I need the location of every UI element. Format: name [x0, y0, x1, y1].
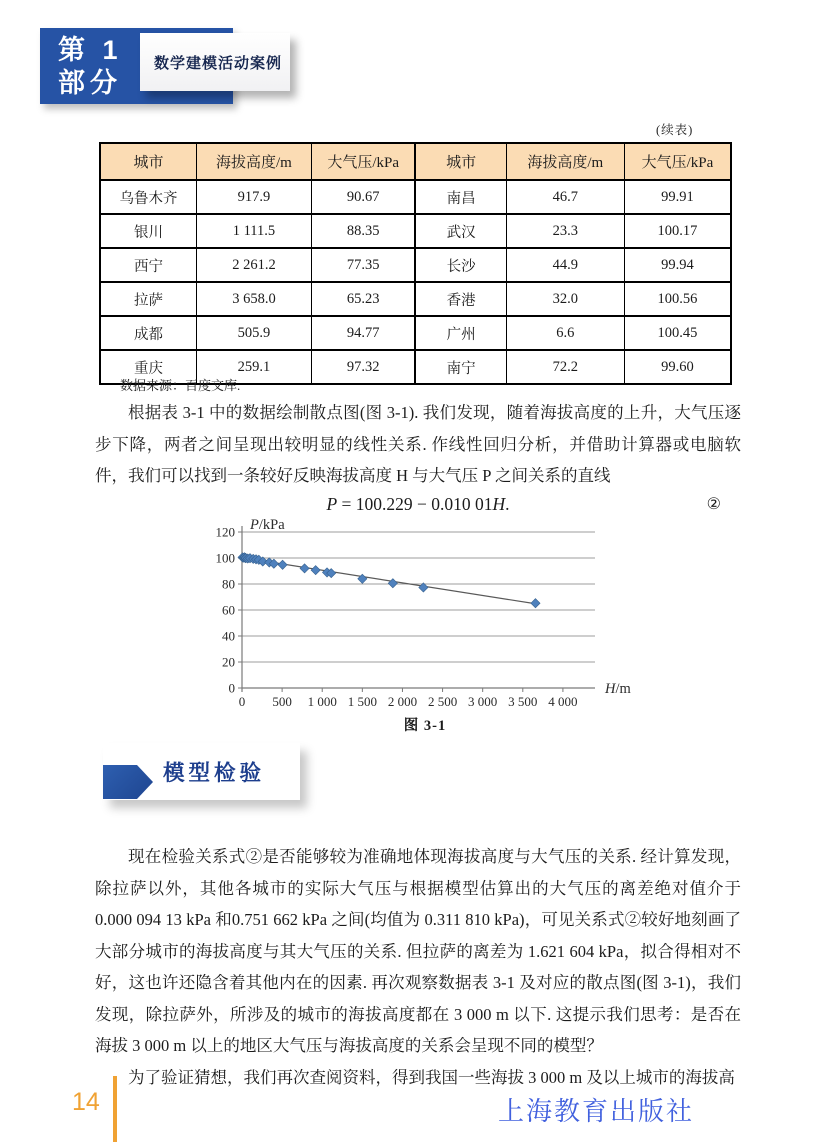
table-row [100, 180, 731, 214]
svg-text:100: 100 [215, 550, 235, 566]
svg-text:0: 0 [238, 694, 246, 709]
body-text [95, 841, 741, 1093]
table-cell: 西宁 [100, 248, 197, 282]
table-cell: 23.3 [506, 214, 624, 248]
table-cell: 3 658.0 [197, 282, 312, 316]
scatter-chart [200, 518, 650, 718]
table-cell: 南宁 [415, 350, 506, 384]
part-line1: 第 1 [58, 35, 123, 65]
footer-divider-bar [113, 1076, 117, 1142]
column-header: 大气压/kPa [624, 143, 731, 180]
svg-text:3 000: 3 000 [468, 694, 498, 709]
table-cell: 重庆 [100, 350, 197, 384]
svg-text:500: 500 [272, 694, 292, 709]
figure-caption: 图 3-1 [403, 718, 447, 734]
column-header: 城市 [100, 143, 197, 180]
paragraph-2-text: 现在检验关系式②是否能够较为准确地体现海拔高度与大气压的关系. 经计算发现，除拉萨以外，其他各城市的实际大气压与根据模型估算出的大气压的离差绝对值介于 0.000 094 13 kPa 和0.751 662 kPa 之间(均值为 0.311 810 kPa)，可见关系式②较好地刻画了大部分城市的海拔高度与其大气压的关系. 但拉萨的离差为 1.621 604 kPa，拟合得相对不好，这也许还隐含着其他内在的因素. 再次观察数据表 3-1 及对应的散点图(图 3-1)，我们发现，除拉萨外，所涉及的城市的海拔高度都在 3 000 m 以下. 这提示我们思考：是否在海拔 3 000 m 以上的地区大气压与海拔高度的关系会呈现不同的模型？ [95, 847, 741, 1055]
equation-tail: . [505, 494, 510, 514]
table-cell: 99.60 [624, 350, 731, 384]
svg-text:40: 40 [222, 628, 235, 644]
table-cell: 505.9 [197, 316, 312, 350]
table-cell: 46.7 [506, 180, 624, 214]
table-cell: 99.94 [624, 248, 731, 282]
table-row [100, 316, 731, 350]
table-cell: 广州 [415, 316, 506, 350]
table-header-row [100, 143, 731, 180]
publisher-name: 上海教育出版社 [498, 1097, 695, 1126]
table-cell: 100.56 [624, 282, 731, 316]
table-cell: 银川 [100, 214, 197, 248]
page-number: 14 [72, 1088, 100, 1116]
table-cell: 6.6 [506, 316, 624, 350]
svg-text:4 000: 4 000 [548, 694, 578, 709]
equation-lhs: P [326, 494, 338, 514]
table-cell: 武汉 [415, 214, 506, 248]
table-cell: 90.67 [311, 180, 415, 214]
table-cell: 94.77 [311, 316, 415, 350]
equation-mid: = 100.229 − 0.010 01 [337, 494, 493, 514]
svg-text:3 500: 3 500 [508, 694, 538, 709]
svg-text:2 500: 2 500 [427, 694, 458, 709]
paragraph-1-text: 根据表 3-1 中的数据绘制散点图(图 3-1). 我们发现，随着海拔高度的上升，大气压逐步下降，两者之间呈现出较明显的线性关系. 作线性回归分析，并借助计算器或电脑软件，我们可以找到一条较好反映海拔高度 H 与大气压 P 之间关系的直线 [95, 403, 741, 485]
table-row [100, 248, 731, 282]
series-title: 数学建模活动案例 [154, 54, 283, 72]
table-cell: 99.91 [624, 180, 731, 214]
table-row [100, 214, 731, 248]
table-row [100, 282, 731, 316]
svg-text:1 500: 1 500 [347, 694, 377, 709]
table-cell: 1 111.5 [197, 214, 312, 248]
table-cell: 44.9 [506, 248, 624, 282]
table-continuation-note: (续表) [656, 123, 694, 137]
data-table [99, 142, 732, 385]
table-cell: 259.1 [197, 350, 312, 384]
equation [95, 489, 741, 520]
table-cell: 拉萨 [100, 282, 197, 316]
table-cell: 2 261.2 [197, 248, 312, 282]
scatter-chart-block [200, 518, 650, 718]
table-cell: 88.35 [311, 214, 415, 248]
svg-text:P/kPa: P/kPa [250, 518, 285, 533]
svg-text:120: 120 [215, 524, 235, 540]
table-cell: 乌鲁木齐 [100, 180, 197, 214]
svg-text:2 000: 2 000 [387, 694, 418, 709]
paragraph-1 [95, 397, 741, 492]
part-line2: 部分 [58, 67, 122, 98]
equation-rhs-var: H [492, 494, 506, 514]
equation-number: ② [706, 496, 721, 513]
section-banner-title: 模型检验 [163, 761, 266, 785]
table-cell: 97.32 [311, 350, 415, 384]
svg-text:1 000: 1 000 [307, 694, 337, 709]
table-cell: 65.23 [311, 282, 415, 316]
table-cell: 72.2 [506, 350, 624, 384]
svg-text:20: 20 [222, 654, 235, 670]
table-cell: 长沙 [415, 248, 506, 282]
svg-text:60: 60 [222, 602, 235, 618]
table-cell: 成都 [100, 316, 197, 350]
section-banner [103, 743, 300, 800]
svg-text:0: 0 [228, 680, 235, 696]
table-cell: 100.17 [624, 214, 731, 248]
column-header: 城市 [415, 143, 506, 180]
series-title-box [140, 33, 290, 91]
table-cell: 917.9 [197, 180, 312, 214]
table-cell: 32.0 [506, 282, 624, 316]
table-cell: 南昌 [415, 180, 506, 214]
table-cell: 77.35 [311, 248, 415, 282]
table-cell: 香港 [415, 282, 506, 316]
city-pressure-table [99, 142, 732, 385]
column-header: 大气压/kPa [311, 143, 415, 180]
equation-row [95, 489, 741, 520]
svg-text:80: 80 [222, 576, 235, 592]
column-header: 海拔高度/m [506, 143, 624, 180]
data-source-note: 数据来源：百度文库. [120, 378, 241, 393]
svg-text:H/m: H/m [605, 681, 631, 697]
arrow-right-icon [103, 765, 153, 799]
paragraph-3-text: 为了验证猜想，我们再次查阅资料，得到我国一些海拔 3 000 m 及以上城市的海拔高 [128, 1067, 735, 1087]
column-header: 海拔高度/m [197, 143, 312, 180]
table-cell: 100.45 [624, 316, 731, 350]
